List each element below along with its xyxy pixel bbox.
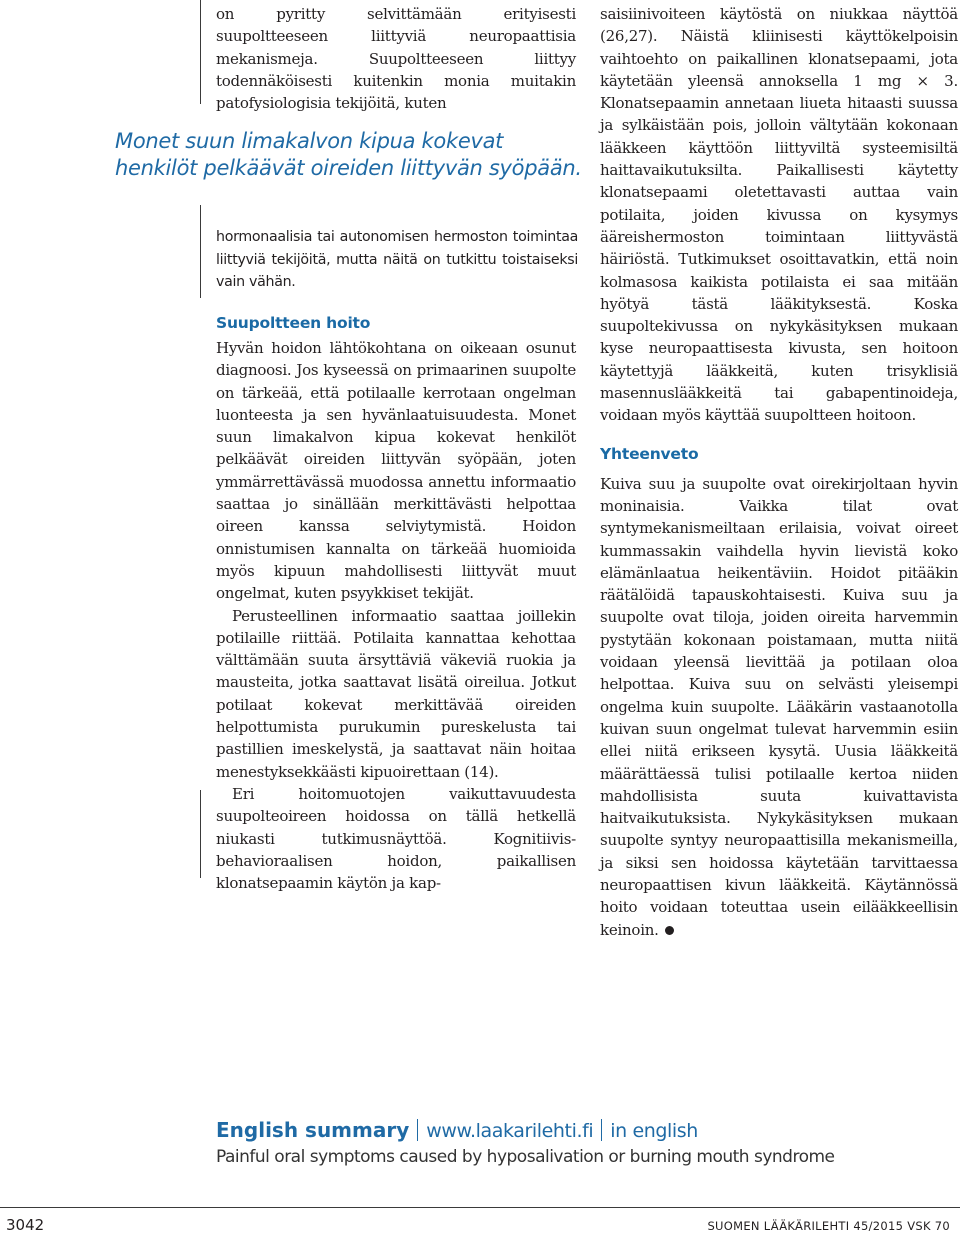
summary-text: Kuiva suu ja suupolte ovat oirekirjoltaan hyvin moninaisia. Vaikka tilat ovat syntymekanismeiltaan erilaisia, voivat oireet kummassakin vaihdella hyvin lievistä koko elämänlaatua heikentäviin. Hoidot pitääkin räätälöidä tapauskohtaisesti. Kuiva suu ja suupolte ovat tiloja, joiden oireita harvemmin pystytään kokonaan poistamaan, mutta niitä voidaan yleensä lievittää ja potilaan oloa helpottaa. Kuiva suu on selvästi yleisempi ongelma kuin suupolte. Lääkärin vastaanotolla kuivan suun ongelmat tulevat harvemmin esiin ellei niitä erikseen kysytä. Uusia lääkkeitä määrättäessä tulisi potilaalle kertoa niiden mahdollisista suuta kuivattavista haitvaikutuksista. Nykykäsityksen mukaan suupolte syntyy neuropaattisilla mekanismeilla, ja siksi sen hoidossa käytetään tarvittaessa neuropaattisen kivun lääkkeitä. Käytännössä hoito voidaan toteuttaa usein eilääkkeellisin keinoin. bbox=[600, 474, 958, 939]
end-mark-icon bbox=[665, 926, 674, 935]
journal-issue: SUOMEN LÄÄKÄRILEHTI 45/2015 VSK 70 bbox=[707, 1219, 950, 1233]
english-summary-label: English summary bbox=[216, 1118, 410, 1142]
page-number: 3042 bbox=[6, 1216, 45, 1234]
footer-rule bbox=[0, 1207, 960, 1208]
heading-summary: Yhteenveto bbox=[600, 444, 699, 463]
margin-rule-middle bbox=[200, 205, 201, 298]
left-column-body bbox=[216, 337, 576, 894]
right-column bbox=[600, 3, 958, 941]
margin-rule-bottom bbox=[200, 790, 201, 878]
in-english-link[interactable]: in english bbox=[610, 1120, 698, 1142]
margin-rule-top bbox=[200, 0, 201, 104]
english-summary-title: Painful oral symptoms caused by hyposalivation or burning mouth syndrome bbox=[216, 1147, 835, 1167]
summary-paragraph bbox=[600, 473, 958, 941]
treatment-paragraph-2: Perusteellinen informaatio saattaa joillekin potilaille riittää. Potilaita kannattaa kehottaa välttämään suuta ärsyttäviä väkeviä ruokia ja mausteita, jotka saattavat lisätä oireilua. Jotkut potilaat kokevat merkittävää oireiden helpottumista purukumin pureskelusta tai pastillien imeskelystä, ja saattavat näin hoitaa menestyksekkäästi kipuoirettaan (14). bbox=[216, 606, 576, 781]
left-top-paragraph: on pyritty selvittämään erityisesti suupoltteeseen liittyviä neuropaattisia mekanismeja. Suupoltteeseen liittyy todennäköisesti kuitenkin monia muitakin patofysiologisia tekijöitä, kuten bbox=[216, 5, 576, 113]
heading-treatment: Suupoltteen hoito bbox=[216, 314, 371, 332]
left-column-top bbox=[216, 3, 576, 114]
treatment-paragraph-3: Eri hoitomuotojen vaikuttavuudesta suupolteoireen hoidossa on tällä hetkellä niukasti tutkimusnäyttöä. Kognitiivis-behavioraalisen hoidon, paikallisen klonatsepaamin käytön ja kap- bbox=[216, 784, 576, 893]
separator bbox=[601, 1119, 602, 1141]
right-top-paragraph: saisiinivoiteen käytöstä on niukkaa näyttöä (26,27). Näistä kliinisesti käyttökelpoisin vaihtoehto on paikallinen klonatsepaami, jota käytetään yleensä annoksella 1 mg × 3. Klonatsepaamin annetaan liueta hitaasti suussa ja sylkäistään pois, jolloin vältytään kokonaan lääkkeen käyttöön liittyviltä systeemisiltä haittavaikutuksilta. Paikallisesti käytetty klonatsepaami oletettavasti auttaa vain potilaita, joiden kivussa on kysymys ääreishermoston toimintaan liittyvästä häiriöstä. Tutkimukset osoittavatkin, että noin kolmasosa kaikista potilaista ei saa mitään hyötyä tästä lääkityksestä. Koska suupoltekivussa on nykykäsityksen mukaan kyse neuropaattisesta kivusta, sen hoitoon käytettyjä lääkkeitä, kuten trisyklisiä masennuslääkkeitä tai gabapentinoideja, voidaan myös käyttää suupoltteen hoitoon. bbox=[600, 5, 958, 425]
site-link[interactable]: www.laakarilehti.fi bbox=[426, 1120, 594, 1142]
english-summary-block bbox=[216, 1116, 936, 1169]
separator bbox=[417, 1119, 418, 1141]
treatment-paragraph-1: Hyvän hoidon lähtökohtana on oikeaan osunut diagnoosi. Jos kyseessä on primaarinen suupolte on tärkeää, että potilaalle kerrotaan ongelman luonteesta ja sen hyvänlaatuisuudesta. Monet suun limakalvon kipua kokevat henkilöt pelkäävät oireiden liittyvän syöpään, joten ymmärrettävässä muodossa annettu informaatio saattaa jo sinällään merkittävästi helpottaa oireen kanssa selviytymistä. Hoidon onnistumisen kannalta on tärkeää huomioida myös kipuun mahdollisesti liittyvät muut ongelmat, kuten psyykkiset tekijät. bbox=[216, 339, 576, 603]
left-sans-paragraph: hormonaalisia tai autonomisen hermoston toimintaa liittyviä tekijöitä, mutta näitä on tutkittu toistaiseksi vain vähän. bbox=[216, 229, 578, 290]
pull-quote: Monet suun limakalvon kipua kokevat henkilöt pelkäävät oireiden liittyvän syöpään. bbox=[115, 129, 582, 180]
